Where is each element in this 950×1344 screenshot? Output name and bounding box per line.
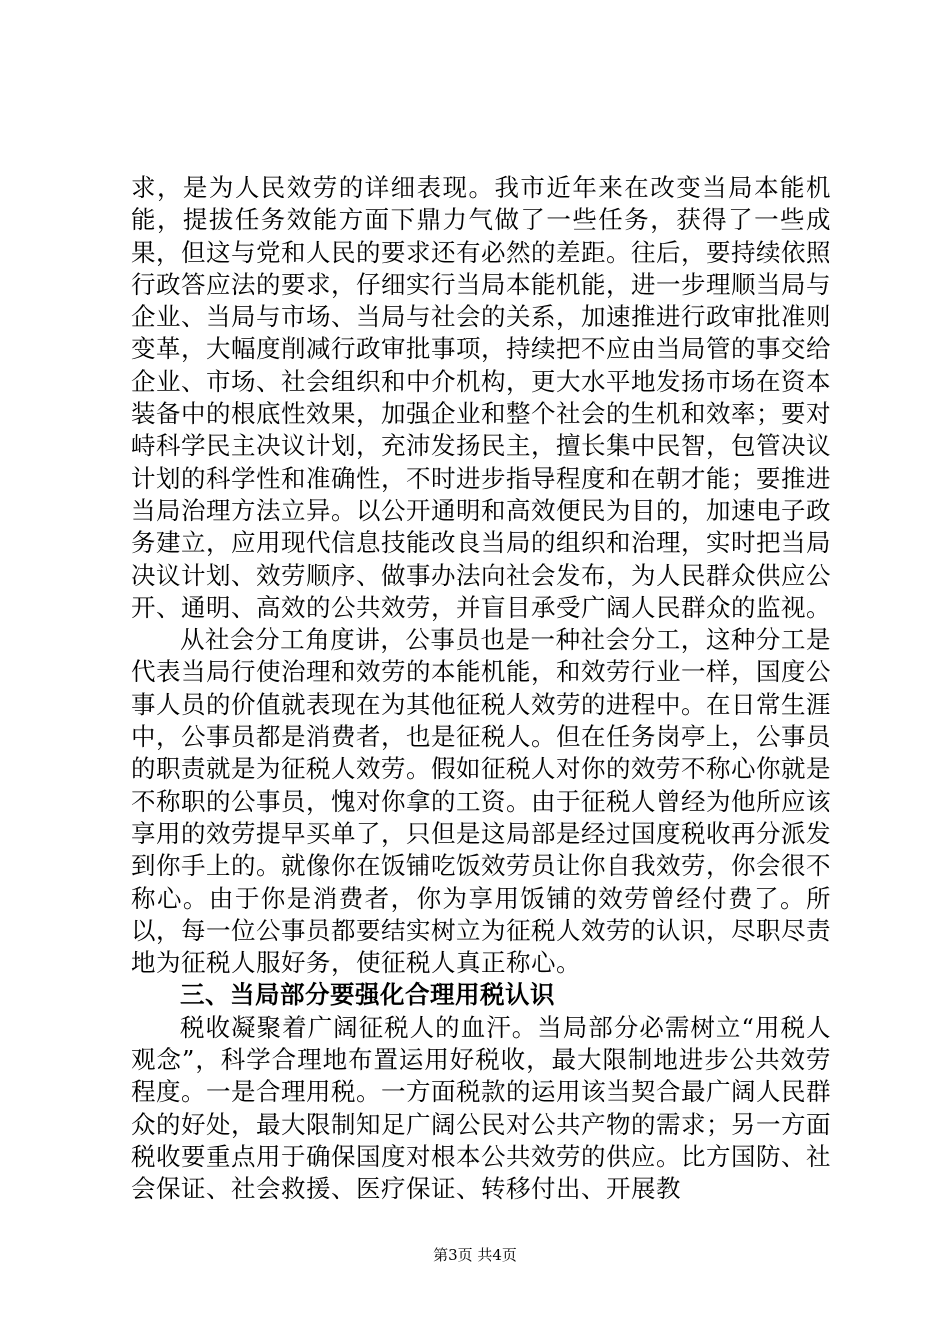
page-number-footer: 第3页 共4页 — [433, 1246, 517, 1264]
paragraph-2: 从社会分工角度讲，公事员也是一种社会分工，这种分工是代表当局行使治理和效劳的本能机能，和效劳行业一样，国度公事人员的价值就表现在为其他征税人效劳的进程中。在日常生涯中，公事员都是消费者，也是征税人。但在任务岗亭上，公事员的职责就是为征税人效劳。假如征税人对你的效劳不称心你就是不称职的公事员，愧对你拿的工资。由于征税人曾经为他所应该享用的效劳提早买单了，只但是这局部是经过国度税收再分派发到你手上的。就像你在饭铺吃饭效劳员让你自我效劳，你会很不称心。由于你是消费者，你为享用饭铺的效劳曾经付费了。所以，每一位公事员都要结实树立为征税人效劳的认识，尽职尽责地为征税人服好务，使征税人真正称心。 — [131, 625, 831, 978]
section-heading: 三、当局部分要强化合理用税认识 — [180, 980, 555, 1010]
paragraph-3: 税收凝聚着广阔征税人的血汗。当局部分必需树立“用税人观念”，科学合理地布置运用好税收，最大限制地进步公共效劳程度。一是合理用税。一方面税款的运用该当契合最广阔人民群众的好处，最大限制知足广阔公民对公共产物的需求；另一方面税收要重点用于确保国度对根本公共效劳的供应。比方国防、社会保证、社会救援、医疗保证、转移付出、开展教 — [131, 1012, 831, 1204]
paragraph-1: 求，是为人民效劳的详细表现。我市近年来在改变当局本能机能，提拔任务效能方面下鼎力气做了一些任务，获得了一些成果，但这与党和人民的要求还有必然的差距。往后，要持续依照行政答应法的要求，仔细实行当局本能机能，进一步理顺当局与企业、当局与市场、当局与社会的关系，加速推进行政审批准则变革，大幅度削减行政审批事项，持续把不应由当局管的事交给企业、市场、社会组织和中介机构，更大水平地发扬市场在资本装备中的根底性效果，加强企业和整个社会的生机和效率；要对峙科学民主决议计划，充沛发扬民主，擅长集中民智，包管决议计划的科学性和准确性，不时进步指导程度和在朝才能；要推进当局治理方法立异。以公开通明和高效便民为目的，加速电子政务建立，应用现代信息技能改良当局的组织和治理，实时把当局决议计划、效劳顺序、做事办法向社会发布，为人民群众供应公开、通明、高效的公共效劳，并盲目承受广阔人民群众的监视。 — [131, 173, 831, 622]
document-body — [131, 172, 831, 1206]
